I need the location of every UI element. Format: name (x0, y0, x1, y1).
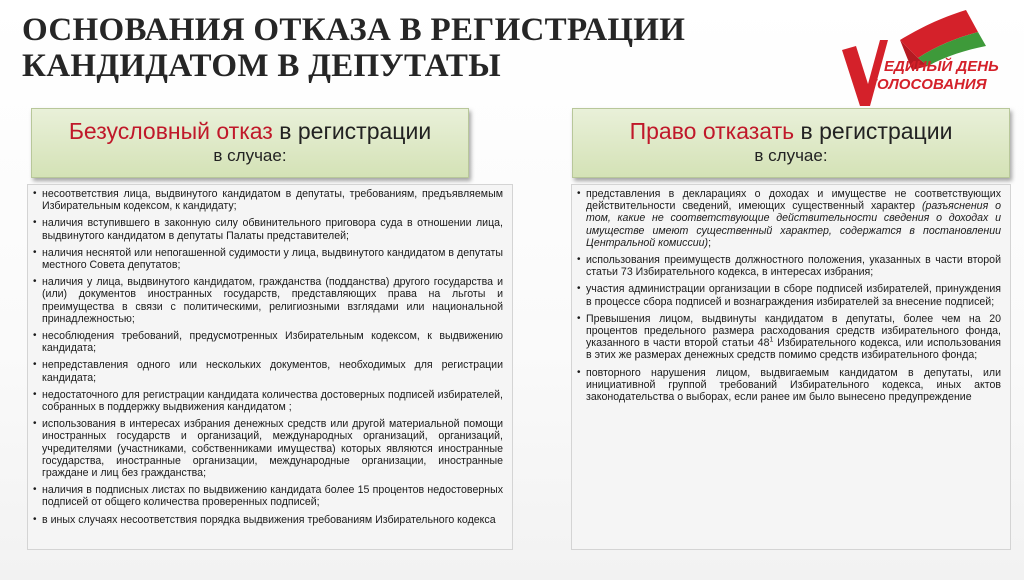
list-item: • в иных случаях несоответствия порядка выдвижения требованиям Избирательного кодекса (32, 514, 503, 526)
list-item: • непредставления одного или нескольких документов, необходимых для регистрации кандидата; (32, 359, 503, 383)
election-day-logo (838, 6, 1018, 116)
page-title (22, 12, 762, 84)
list-item-note: (разъяснения о том, какие не соответствующие действительности сведения о доходах и имуществе имеют существенный характер, содержатся в постановлении Центральной комиссии) (586, 200, 1001, 249)
right-to-refuse-title-rest: в регистрации (794, 118, 953, 144)
list-item: • несоблюдения требований, предусмотренных Избирательным кодексом, к выдвижению кандидата; (32, 330, 503, 354)
list-item-text-end: Избирательного кодекса, или использования в этих же размерах денежных средств помимо средств избирательного фонда; (586, 337, 1001, 362)
list-item: • наличия вступившего в законную силу обвинительного приговора суда в отношении лица, выдвинутого кандидатом в депутаты Палаты представителей; (32, 217, 503, 241)
list-item-text: представления в декларациях о доходах и имуществе не соответствующих действительности сведений, имеющих существенный характер (586, 188, 1001, 213)
right-to-refuse-title (573, 117, 1009, 145)
list-item: • наличия в подписных листах по выдвижению кандидата более 15 процентов недостоверных подписей от общего количества проверенных подписей; (32, 484, 503, 508)
right-to-refuse-subtitle: в случае: (754, 146, 828, 165)
unconditional-refusal-subtitle: в случае: (213, 146, 287, 165)
list-item: • повторного нарушения лицом, выдвигаемым кандидатом в депутаты, или инициативной группой требований Избирательного кодекса, иных актов законодательства о выборах, если ранее им было вынесено предупреждение (576, 367, 1001, 404)
list-item: • использования преимуществ должностного положения, указанных в части второй статьи 73 Избирательного кодекса, в интересах избрания; (576, 254, 1001, 278)
list-item: • несоответствия лица, выдвинутого кандидатом в депутаты, требованиям, предъявляемым Избирательным кодексом, к кандидату; (32, 188, 503, 212)
list-item (576, 313, 1001, 362)
list-item-end: ; (708, 236, 712, 249)
list-item: • наличия неснятой или непогашенной судимости у лица, выдвинутого кандидатом в депутаты местного Совета депутатов; (32, 247, 503, 271)
list-item: • недостаточного для регистрации кандидата количества достоверных подписей избирателей, собранных в поддержку выдвижения кандидатом ; (32, 389, 503, 413)
superscript: 1 (769, 336, 774, 344)
logo-text-line-2: ГОЛОСОВАНИЯ (868, 76, 987, 93)
list-item (576, 188, 1001, 249)
right-to-refuse-list (571, 184, 1011, 550)
unconditional-refusal-title-highlight: Безусловный отказ (68, 118, 273, 144)
list-item: • участия администрации организации в сборе подписей избирателей, принуждения в процессе сбора подписей и вознаграждения избирателей за внесение подписей; (576, 283, 1001, 307)
right-to-refuse-header (572, 108, 1010, 178)
unconditional-refusal-title-rest: в регистрации (272, 118, 432, 144)
right-to-refuse-title-highlight: Право отказать (629, 118, 795, 144)
page-title-line-2: КАНДИДАТОМ В ДЕПУТАТЫ (22, 48, 501, 84)
unconditional-refusal-list (27, 184, 513, 550)
list-item: • наличия у лица, выдвинутого кандидатом, гражданства (подданства) другого государства и (или) документов иностранных государств, представляющих права на льготы и преимущества в связи с политическими, религиозными взглядами или национальной принадлежностью; (32, 276, 503, 325)
page-title-line-1: ОСНОВАНИЯ ОТКАЗА В РЕГИСТРАЦИИ (22, 12, 686, 48)
logo-text-line-1: ЕДИНЫЙ ДЕНЬ (884, 58, 999, 75)
unconditional-refusal-header (31, 108, 469, 178)
unconditional-refusal-title (32, 117, 468, 145)
list-item-text: Превышения лицом, выдвинуты кандидатом в депутаты, более чем на 20 процентов предельного размера расходования средств избирательного фонда, указанного в части второй статьи 48 (586, 312, 1001, 350)
list-item: • использования в интересах избрания денежных средств или другой материальной помощи иностранных государств и организаций, международных организаций, организаций, учредителями (участниками, собственниками имущества) которых являются иностранные государства, иностранные организации, международные организации, иностранные граждане и лиц без гражданства; (32, 418, 503, 479)
